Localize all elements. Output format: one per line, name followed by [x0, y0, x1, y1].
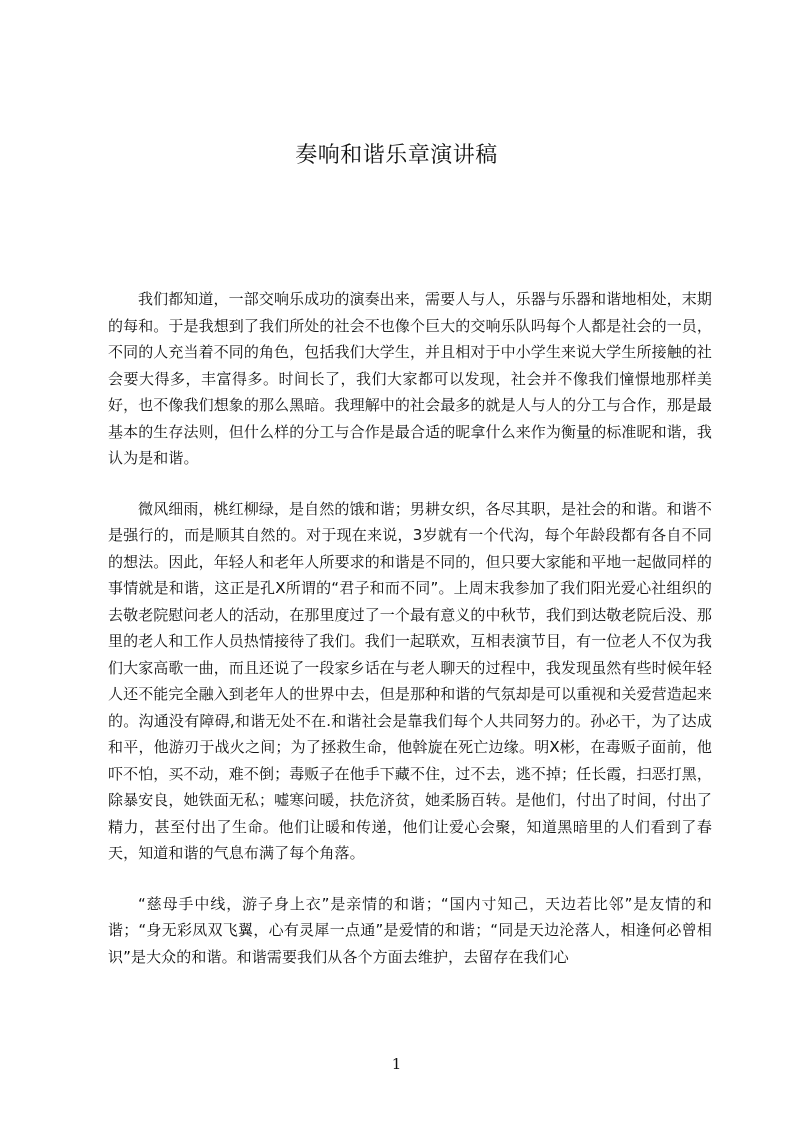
document-body	[108, 286, 712, 994]
page-number: 1	[391, 1055, 402, 1073]
paragraph-2: 微风细雨，桃红柳绿，是自然的饿和谐；男耕女织，各尽其职，是社会的和谐。和谐不是强行的，而是顺其自然的。对于现在来说，3岁就有一个代沟，每个年龄段都有各自不同的想法。因此，年轻人和老年人所要求的和谐是不同的，但只要大家能和平地一起做同样的事情就是和谐，这正是孔X所谓的“君子和而不同”。上周末我参加了我们阳光爱心社组织的去敬老院慰问老人的活动，在那里度过了一个最有意义的中秋节，我们到达敬老院后没、那里的老人和工作人员热情接待了我们。我们一起联欢，互相表演节目，有一位老人不仅为我们大家高歌一曲，而且还说了一段家乡话在与老人聊天的过程中，我发现虽然有些时候年轻人还不能完全融入到老年人的世界中去，但是那种和谐的气氛却是可以重视和关爱营造起来的。沟通没有障碍,和谐无处不在.和谐社会是靠我们每个人共同努力的。孙必干，为了达成和平，他游刃于战火之间；为了拯救生命，他斡旋在死亡边缘。明X彬，在毒贩子面前，他吓不怕，买不动，难不倒；毒贩子在他手下藏不住，过不去，逃不掉；任长霞，扫恶打黑，除暴安良，她铁面无私；嘘寒问暖，扶危济贫，她柔肠百转。是他们，付出了时间，付出了精力，甚至付出了生命。他们让暖和传递，他们让爱心会聚，知道黑暗里的人们看到了春天，知道和谐的气息布满了每个角落。	[108, 499, 713, 862]
paragraph-3: “慈母手中线，游子身上衣”是亲情的和谐；“国内寸知己，天边若比邻”是友情的和谐；“身无彩凤双飞翼，心有灵犀一点通”是爱情的和谐；“同是天边沦落人，相逢何必曾相识”是大众的和谐。和谐需要我们从各个方面去维护，去留存在我们心	[108, 894, 712, 966]
paragraph-1: 我们都知道，一部交响乐成功的演奏出来，需要人与人，乐器与乐器和谐地相处，末期的每和。于是我想到了我们所处的社会不也像个巨大的交响乐队吗每个人都是社会的一员，不同的人充当着不同的角色，包括我们大学生，并且相对于中小学生来说大学生所接触的社会要大得多，丰富得多。时间长了，我们大家都可以发现，社会并不像我们憧憬地那样美好，也不像我们想象的那么黑暗。我理解中的社会最多的就是人与人的分工与合作，那是最基本的生存法则，但什么样的分工与合作是最合适的昵拿什么来作为衡量的标准昵和谐，我认为是和谐。	[108, 290, 713, 467]
document-title: 奏响和谐乐章演讲稿	[295, 143, 498, 168]
